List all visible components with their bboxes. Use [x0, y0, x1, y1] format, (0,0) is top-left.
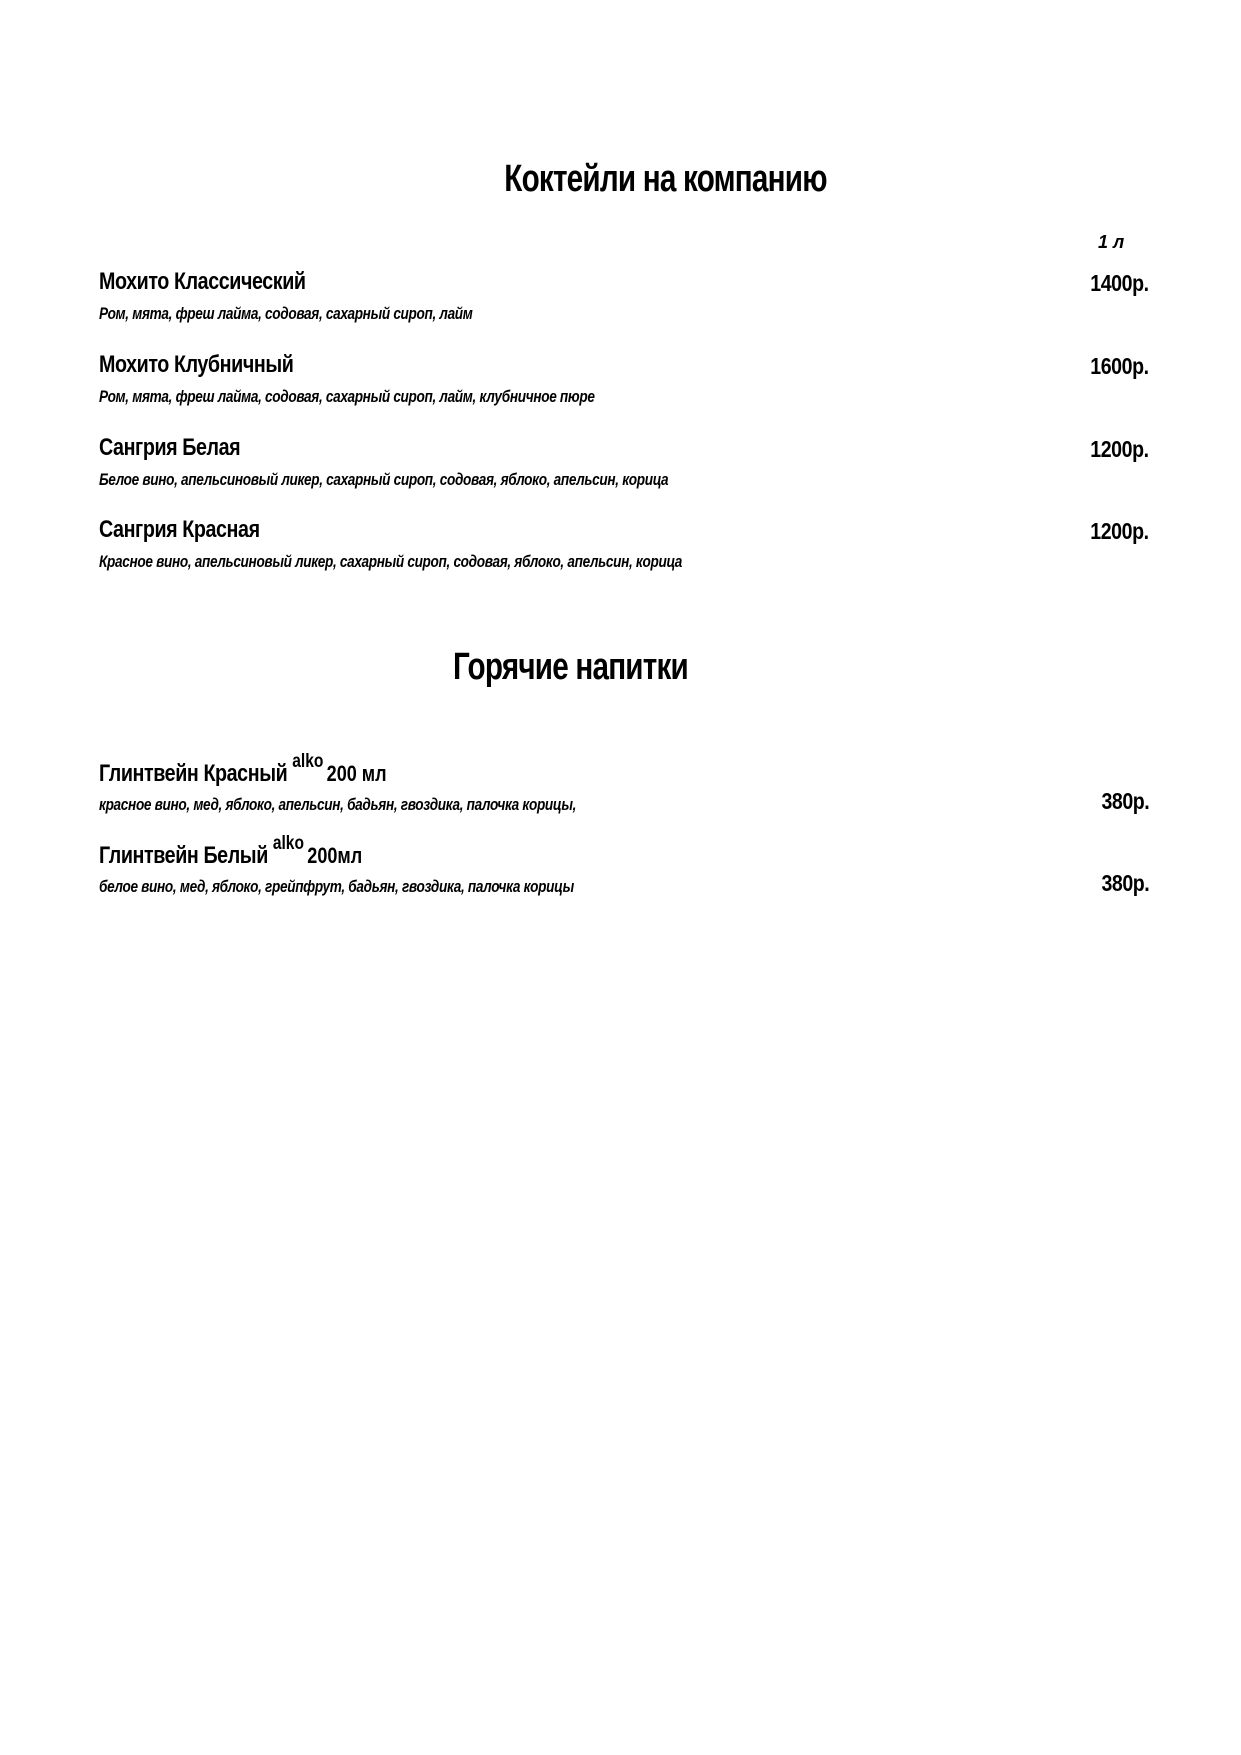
item-volume: 200мл — [307, 843, 363, 868]
section-title-cocktails: Коктейли на компанию — [504, 158, 827, 200]
item-price: 1400р. — [1090, 270, 1149, 296]
item-price: 1600р. — [1090, 353, 1149, 379]
menu-item — [99, 518, 1149, 570]
item-name: Мохито Классический — [99, 268, 306, 295]
item-description: Ром, мята, фреш лайма, содовая, сахарный сироп, лайм, клубничное пюре — [99, 387, 595, 406]
item-description: белое вино, мед, яблоко, грейпфрут, бадьян, гвоздика, палочка корицы — [99, 877, 574, 896]
section-title-hot-drinks: Горячие напитки — [453, 646, 688, 688]
item-price: 1200р. — [1090, 518, 1149, 544]
menu-item — [99, 436, 1149, 488]
menu-item — [99, 833, 1149, 896]
item-name: Мохито Клубничный — [99, 351, 294, 378]
alcohol-badge: alko — [292, 751, 324, 772]
item-name: Глинтвейн Красный — [99, 760, 288, 787]
item-name-line — [99, 833, 363, 870]
item-volume: 200 мл — [326, 761, 387, 786]
volume-column-header: 1 л — [1098, 232, 1125, 252]
item-name: Сангрия Красная — [99, 516, 260, 543]
item-description: красное вино, мед, яблоко, апельсин, бадьян, гвоздика, палочка корицы, — [99, 795, 577, 814]
item-description: Красное вино, апельсиновый ликер, сахарный сироп, содовая, яблоко, апельсин, корица — [99, 552, 682, 571]
item-name: Глинтвейн Белый — [99, 842, 268, 869]
item-description: Белое вино, апельсиновый ликер, сахарный сироп, содовая, яблоко, апельсин, корица — [99, 470, 669, 489]
menu-item — [99, 270, 1149, 322]
alcohol-badge: alko — [272, 833, 304, 854]
item-price: 380р. — [1101, 788, 1149, 814]
item-price: 1200р. — [1090, 436, 1149, 462]
menu-item — [99, 751, 1149, 814]
item-description: Ром, мята, фреш лайма, содовая, сахарный сироп, лайм — [99, 304, 473, 323]
item-name-line — [99, 751, 387, 788]
item-price: 380р. — [1101, 870, 1149, 896]
menu-item — [99, 353, 1149, 405]
item-name: Сангрия Белая — [99, 434, 241, 461]
